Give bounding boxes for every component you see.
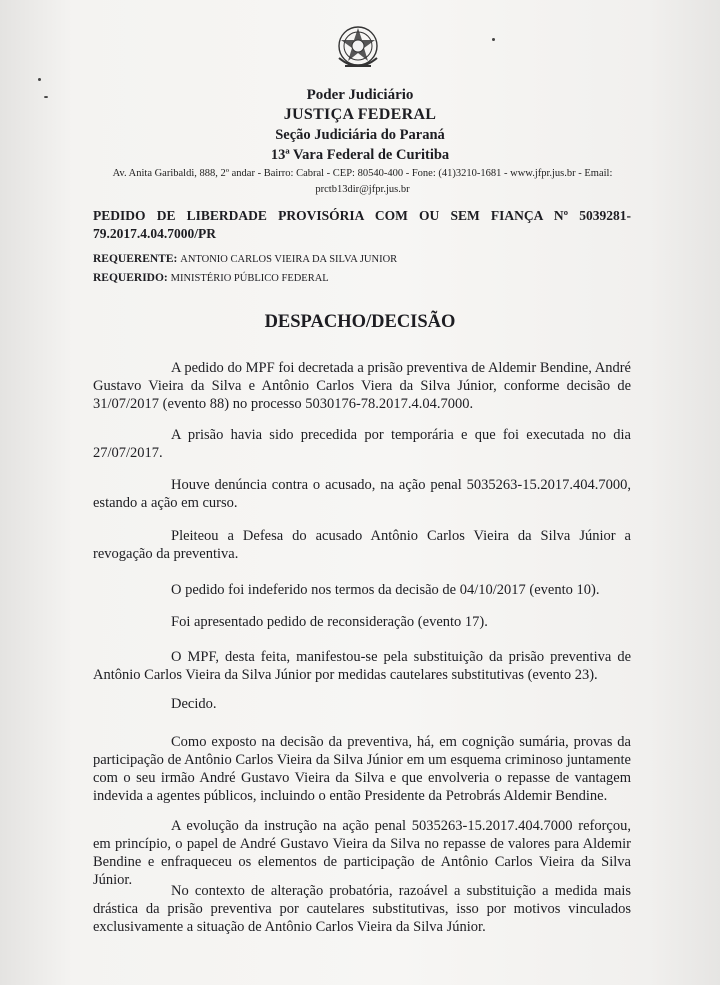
header-line-justica-federal: JUSTIÇA FEDERAL (283, 106, 437, 123)
requerente-label: REQUERENTE: (93, 253, 178, 265)
requerente-value: ANTONIO CARLOS VIEIRA DA SILVA JUNIOR (180, 254, 398, 265)
document-title: DESPACHO/DECISÃO (264, 312, 456, 332)
header-line-vara-federal: 13ª Vara Federal de Curitiba (270, 147, 450, 163)
requerente-row (93, 250, 593, 269)
parties-block (93, 250, 593, 288)
address-line-1: Av. Anita Garibaldi, 888, 2º andar - Bairro: Cabral - CEP: 80540-400 - Fone: (41)3210-1681 - www.jfpr.jus.br - Email: (112, 168, 613, 179)
body-paragraph: Pleiteou a Defesa do acusado Antônio Carlos Vieira da Silva Júnior a revogação da preventiva. (93, 528, 631, 562)
paper-speck (38, 78, 41, 81)
paper-speck (44, 96, 48, 98)
requerido-label: REQUERIDO: (93, 272, 168, 284)
body-paragraph: A evolução da instrução na ação penal 5035263-15.2017.404.7000 reforçou, em princípio, o papel de André Gustavo Vieira da Silva no repasse de valores para Aldemir Bendine e enfraqueceu os elementos de participação de Antônio Carlos Vieira da Silva Júnior. (93, 818, 631, 888)
header-line-secao-judiciaria: Seção Judiciária do Paraná (275, 127, 445, 143)
header-line-poder-judiciario: Poder Judiciário (306, 87, 414, 103)
body-paragraph: A prisão havia sido precedida por temporária e que foi executada no dia 27/07/2017. (93, 427, 631, 461)
body-paragraph: A pedido do MPF foi decretada a prisão preventiva de Aldemir Bendine, André Gustavo Vieira da Silva e Antônio Carlos Viera da Silva Júnior, conforme decisão de 31/07/2017 (evento 88) no processo 5030176-78.2017.4.04.7000. (93, 360, 631, 412)
court-header (200, 85, 520, 165)
body-paragraph: Decido. (171, 696, 217, 712)
court-address (90, 166, 635, 198)
body-paragraph: Como exposto na decisão da preventiva, há, em cognição sumária, provas da participação de Antônio Carlos Vieira da Silva Júnior em um esquema criminoso juntamente com o seu irmão André Gustavo Vieira da Silva e que envolveria o repasse de vantagem indevida a agentes públicos, incluindo o então Presidente da Petrobrás Aldemir Bendine. (93, 734, 631, 804)
process-title: PEDIDO DE LIBERDADE PROVISÓRIA COM OU SEM FIANÇA Nº 5039281-79.2017.4.04.7000/PR (93, 208, 631, 241)
body-paragraph: Foi apresentado pedido de reconsideração (evento 17). (171, 614, 488, 630)
body-paragraph: Houve denúncia contra o acusado, na ação penal 5035263-15.2017.404.7000, estando a ação em curso. (93, 477, 631, 511)
requerido-value: MINISTÉRIO PÚBLICO FEDERAL (170, 273, 329, 284)
requerido-row (93, 269, 593, 288)
brasao-coat-of-arms-icon (333, 22, 383, 74)
body-paragraph: O pedido foi indeferido nos termos da decisão de 04/10/2017 (evento 10). (171, 582, 600, 598)
paper-speck (492, 38, 495, 41)
body-paragraph: O MPF, desta feita, manifestou-se pela substituição da prisão preventiva de Antônio Carlos Vieira da Silva Júnior por medidas cautelares substitutivas (evento 23). (93, 649, 631, 683)
address-line-2: prctb13dir@jfpr.jus.br (315, 184, 410, 195)
body-paragraph: No contexto de alteração probatória, razoável a substituição a medida mais drástica da prisão preventiva por cautelares substitutivas, isso por motivos vinculados exclusivamente a situação de Antônio Carlos Vieira da Silva Júnior. (93, 883, 631, 935)
